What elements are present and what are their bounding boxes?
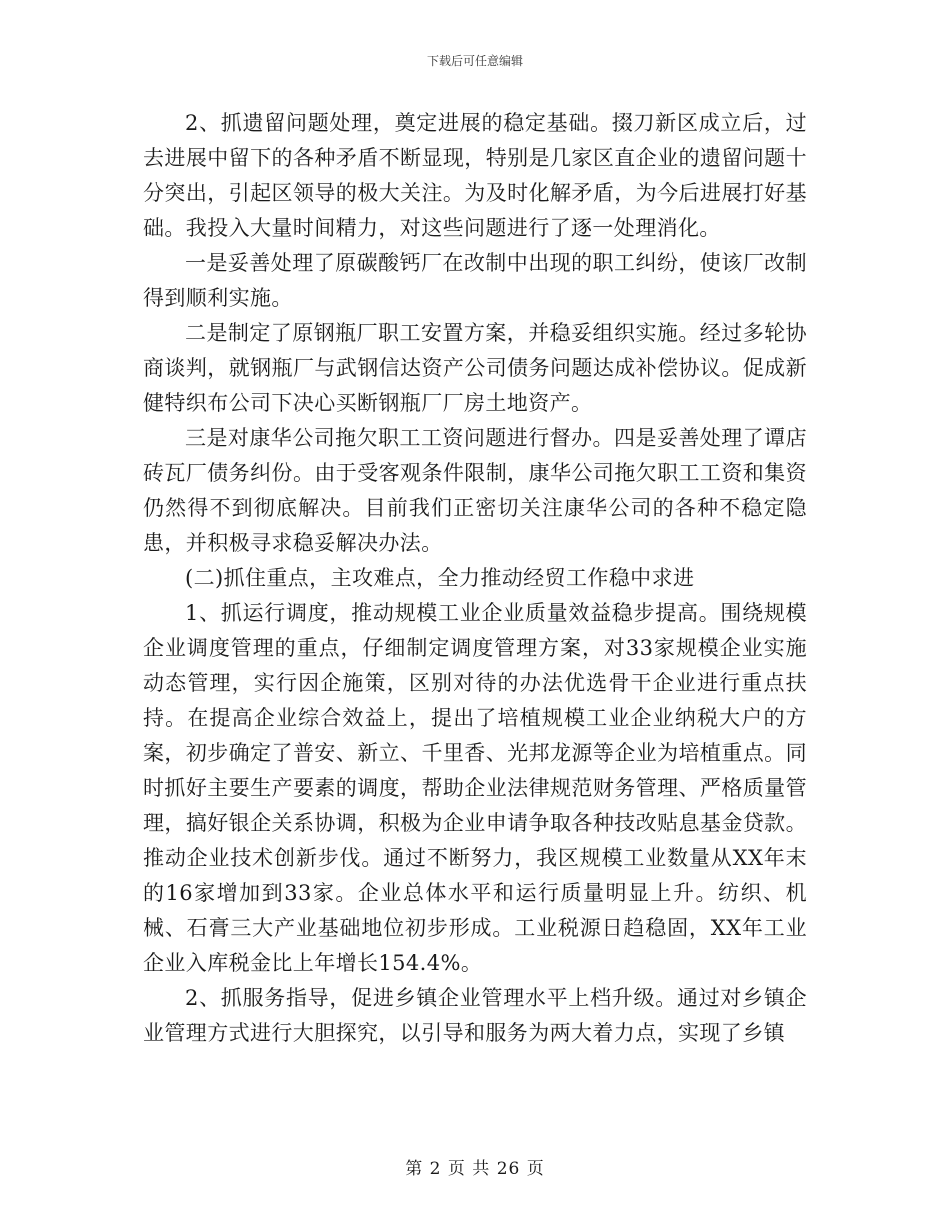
paragraph-5: 1、抓运行调度，推动规模工业企业质量效益稳步提高。围绕规模企业调度管理的重点，仔细制定调度管理方案，对33家规模企业实施动态管理，实行因企施策，区别对待的办法优选骨干企业进行重点扶持。在提高企业综合效益上，提出了培植规模工业企业纳税大户的方案，初步确定了普安、新立、千里香、光邦龙源等企业为培植重点。同时抓好主要生产要素的调度，帮助企业法律规范财务管理、严格质量管理，搞好银企关系协调，积极为企业申请争取各种技改贴息基金贷款。推动企业技术创新步伐。通过不断努力，我区规模工业数量从XX年末的16家增加到33家。企业总体水平和运行质量明显上升。纺织、机械、石膏三大产业基础地位初步形成。工业税源日趋稳固，XX年工业企业入库税金比上年增长154.4%。 [143, 601, 807, 975]
document-body [143, 106, 807, 1051]
paragraph-2: 一是妥善处理了原碳酸钙厂在改制中出现的职工纠纷，使该厂改制得到顺利实施。 [143, 251, 807, 310]
section-heading: (二)抓住重点，主攻难点，全力推动经贸工作稳中求进 [185, 566, 695, 590]
page-footer: 第 2 页 共 26 页 [405, 1159, 545, 1179]
page-header: 下载后可任意编辑 [426, 54, 523, 68]
paragraph-3: 二是制定了原钢瓶厂职工安置方案，并稳妥组织实施。经过多轮协商谈判，就钢瓶厂与武钢信达资产公司债务问题达成补偿协议。促成新健特织布公司下决心买断钢瓶厂厂房土地资产。 [143, 321, 807, 415]
paragraph-6: 2、抓服务指导，促进乡镇企业管理水平上档升级。通过对乡镇企业管理方式进行大胆探究，以引导和服务为两大着力点，实现了乡镇 [143, 986, 807, 1045]
paragraph-4: 三是对康华公司拖欠职工工资问题进行督办。四是妥善处理了谭店砖瓦厂债务纠份。由于受客观条件限制，康华公司拖欠职工工资和集资仍然得不到彻底解决。目前我们正密切关注康华公司的各种不稳定隐患，并积极寻求稳妥解决办法。 [143, 426, 807, 555]
paragraph-1: 2、抓遗留问题处理，奠定进展的稳定基础。掇刀新区成立后，过去进展中留下的各种矛盾不断显现，特别是几家区直企业的遗留问题十分突出，引起区领导的极大关注。为及时化解矛盾，为今后进展打好基础。我投入大量时间精力，对这些问题进行了逐一处理消化。 [143, 111, 807, 240]
